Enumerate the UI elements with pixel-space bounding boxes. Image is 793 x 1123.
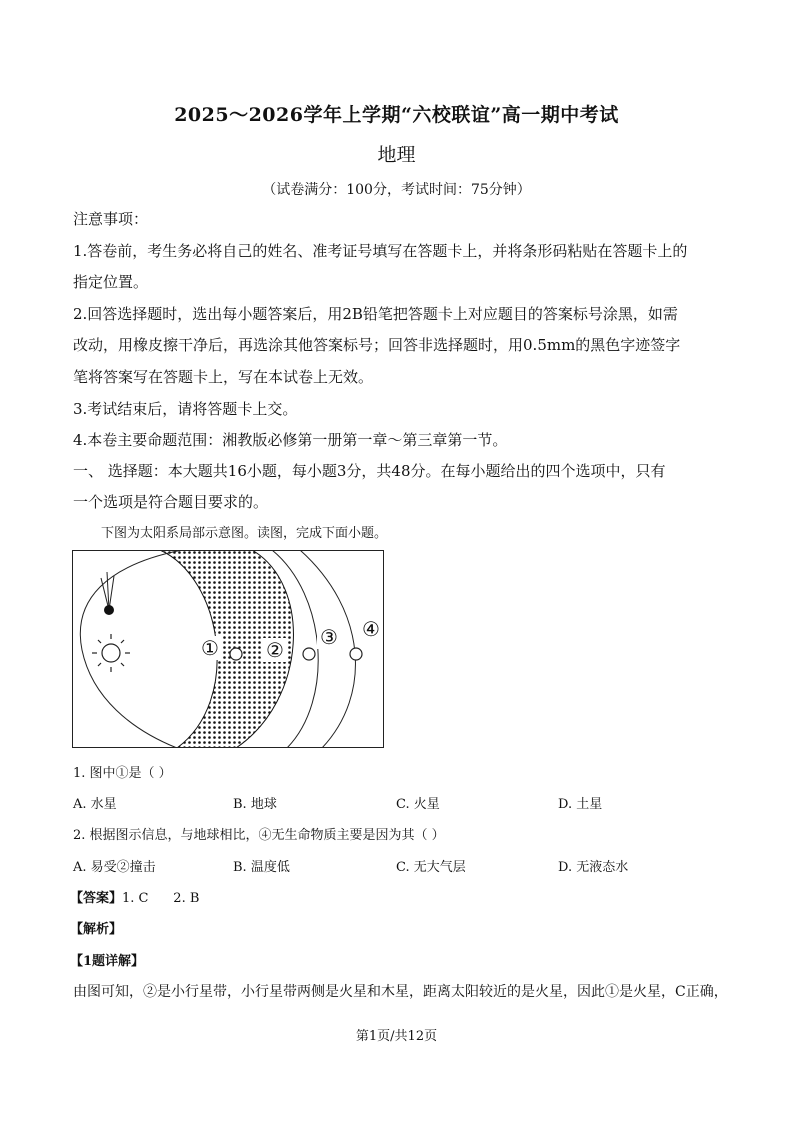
answer-label: 【答案】 <box>70 891 123 906</box>
note-line: 1.答卷前，考生务必将自己的姓名、准考证号填写在答题卡上，并将条形码粘贴在答题卡上的 <box>73 242 688 260</box>
notes-heading: 注意事项： <box>73 210 149 228</box>
label-3: ③ <box>320 625 338 649</box>
exam-info: （试卷满分：100分，考试时间：75分钟） <box>262 182 531 198</box>
label-1: ① <box>201 636 219 660</box>
note-line: 指定位置。 <box>73 273 149 291</box>
detail-label: 【1题详解】 <box>70 954 145 969</box>
detail-text: 由图可知，②是小行星带，小行星带两侧是火星和木星，距离太阳较近的是火星，因此①是火星，C正确， <box>73 984 728 1000</box>
exam-title: 2025～2026学年上学期“六校联谊”高一期中考试 <box>174 104 619 126</box>
analysis-label: 【解析】 <box>70 922 123 937</box>
q1-option-a: A. 水星 <box>73 797 117 812</box>
question-1-stem: 1. 图中①是（ ） <box>73 766 172 781</box>
subject-title: 地理 <box>377 144 416 166</box>
label-2: ② <box>266 638 284 662</box>
note-line: 改动，用橡皮擦干净后，再选涂其他答案标号；回答非选择题时，用0.5mm的黑色字迹签字 <box>73 336 681 354</box>
planet-1 <box>230 648 242 660</box>
planet-3 <box>303 648 315 660</box>
comet-nucleus <box>104 605 114 615</box>
label-4: ④ <box>362 617 380 641</box>
comet-orbit <box>80 550 182 748</box>
note-line: 笔将答案写在答题卡上，写在本试卷上无效。 <box>73 368 374 386</box>
answer-line <box>70 887 199 906</box>
page-footer: 第1页/共12页 <box>355 1029 438 1044</box>
section-heading-cont: 一个选项是符合题目要求的。 <box>73 493 269 511</box>
question-2-stem: 2. 根据图示信息，与地球相比，④无生命物质主要是因为其（ ） <box>73 828 445 843</box>
note-line: 4.本卷主要命题范围：湘教版必修第一册第一章～第三章第一节。 <box>73 431 508 449</box>
q1-option-d: D. 土星 <box>558 797 603 812</box>
planet-4 <box>350 648 362 660</box>
sun-icon <box>92 634 130 672</box>
note-line: 2.回答选择题时，选出每小题答案后，用2B铅笔把答题卡上对应题目的答案标号涂黑，如需 <box>73 305 678 323</box>
q2-option-c: C. 无大气层 <box>396 860 466 875</box>
section-heading: 一、 选择题：本大题共16小题，每小题3分，共48分。在每小题给出的四个选项中，只有 <box>73 462 666 480</box>
q1-option-b: B. 地球 <box>233 797 277 812</box>
solar-system-diagram <box>72 550 384 750</box>
q2-option-a: A. 易受②撞击 <box>73 860 156 875</box>
q2-option-b: B. 温度低 <box>233 860 290 875</box>
q1-option-c: C. 火星 <box>396 797 440 812</box>
q2-option-d: D. 无液态水 <box>558 860 629 875</box>
diagram-intro: 下图为太阳系局部示意图。读图，完成下面小题。 <box>101 526 388 541</box>
answer-values: 1. C 2. B <box>122 891 200 906</box>
note-line: 3.考试结束后，请将答题卡上交。 <box>73 400 298 418</box>
